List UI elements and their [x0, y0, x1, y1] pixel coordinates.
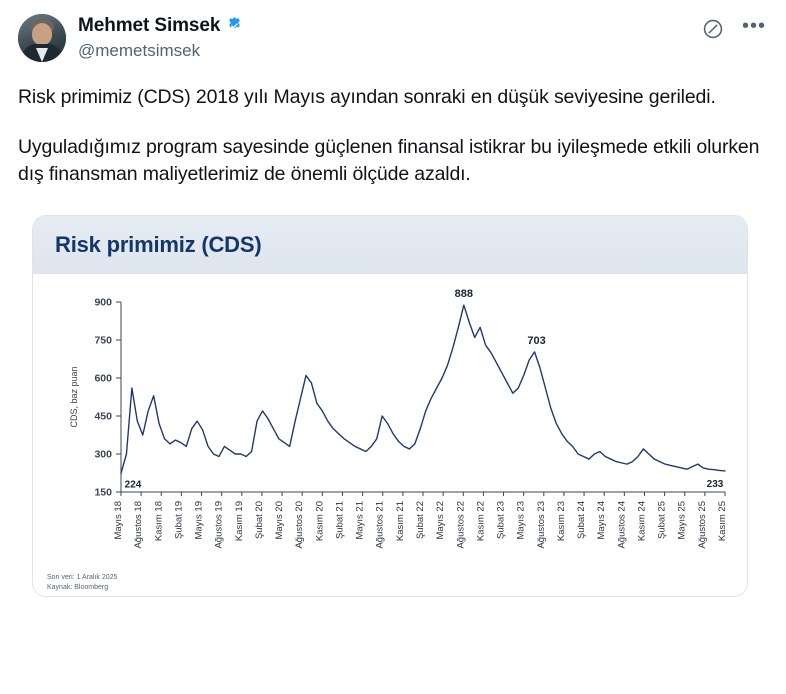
x-axis-tick: Mayıs 22: [435, 501, 447, 540]
source-line-2: Kaynak: Bloomberg: [47, 583, 109, 591]
y-axis-tick: 900: [94, 296, 112, 309]
cds-series-line: [121, 305, 725, 473]
y-axis-tick: 150: [94, 486, 112, 499]
x-axis-tick: Kasım 20: [314, 501, 326, 542]
x-axis-tick: Mayıs 21: [354, 501, 366, 540]
avatar-face: [32, 23, 52, 45]
chart-area: [33, 274, 747, 596]
x-axis-tick: Kasım 19: [233, 501, 245, 542]
x-axis-tick: Ağustos 24: [616, 501, 628, 549]
x-axis-tick: Mayıs 20: [274, 501, 286, 540]
source-line-1: Son veri: 1 Aralık 2025: [47, 574, 118, 582]
x-axis-tick: Ağustos 25: [696, 501, 708, 549]
x-axis-tick: Ağustos 18: [133, 501, 145, 549]
x-axis-tick: Mayıs 18: [113, 501, 124, 540]
chart-annotation: 888: [454, 288, 473, 301]
y-axis-tick: 300: [94, 448, 112, 461]
tweet-paragraph-1: Risk primimiz (CDS) 2018 yılı Mayıs ayından sonraki en düşük seviyesine geriledi.: [18, 86, 716, 108]
x-axis-tick: Kasım 21: [394, 501, 406, 542]
x-axis-tick: Şubat 21: [334, 501, 346, 540]
display-name-row: [78, 14, 244, 38]
chart-card[interactable]: [32, 215, 748, 597]
y-axis-tick: 750: [94, 334, 112, 347]
avatar[interactable]: [18, 14, 66, 62]
x-axis-tick: Ağustos 23: [535, 501, 547, 549]
x-axis-tick: Şubat 22: [415, 501, 426, 540]
x-axis-tick: Kasım 18: [153, 501, 165, 542]
x-axis-tick: Kasım 22: [475, 501, 487, 542]
account-handle[interactable]: @memetsimsek: [78, 40, 201, 60]
tweet-text: [18, 84, 768, 189]
x-axis-tick: Mayıs 19: [193, 501, 205, 540]
tweet-header: [18, 14, 768, 62]
grok-icon[interactable]: [702, 18, 724, 40]
chart-annotation: 703: [527, 334, 546, 347]
y-axis-tick: 450: [94, 410, 112, 423]
display-name[interactable]: Mehmet Simsek: [78, 15, 221, 36]
x-axis-tick: Mayıs 25: [676, 501, 688, 540]
x-axis-tick: Ağustos 21: [374, 501, 386, 549]
y-axis-label: CDS, baz puan: [69, 366, 79, 428]
verified-badge-icon: [225, 16, 244, 35]
tweet-paragraph-2: Uyguladığımız program sayesinde güçlenen finansal istikrar bu iyileşmede etkili olurken dış finansman maliyetlerimiz de önemli ölçüde azaldı.: [18, 135, 760, 186]
x-axis-tick: Kasım 23: [555, 501, 567, 542]
x-axis-tick: Şubat 20: [253, 501, 265, 540]
x-axis-tick: Kasım 25: [717, 501, 728, 542]
x-axis-tick: Kasım 24: [636, 501, 648, 542]
x-axis-tick: Şubat 25: [656, 501, 668, 540]
header-actions: [702, 15, 766, 40]
x-axis-tick: Ağustos 19: [213, 501, 225, 549]
y-axis-tick: 600: [94, 372, 112, 385]
chart-title: Risk primimiz (CDS): [55, 232, 262, 258]
chart-card-header: [33, 216, 747, 274]
chart-annotation: 224: [124, 479, 142, 491]
x-axis-tick: Şubat 24: [576, 501, 588, 540]
x-axis-tick: Ağustos 20: [294, 501, 306, 549]
cds-line-chart: [33, 274, 747, 596]
chart-annotation: 233: [706, 479, 724, 491]
account-info: [78, 14, 244, 61]
x-axis-tick: Şubat 23: [495, 501, 507, 540]
x-axis-tick: Mayıs 23: [515, 501, 527, 540]
x-axis-tick: Şubat 19: [173, 501, 185, 540]
more-options-icon[interactable]: •••: [741, 15, 766, 37]
x-axis-tick: Mayıs 24: [596, 501, 608, 540]
x-axis-tick: Ağustos 22: [455, 501, 467, 549]
chart-source-note: [47, 573, 117, 592]
